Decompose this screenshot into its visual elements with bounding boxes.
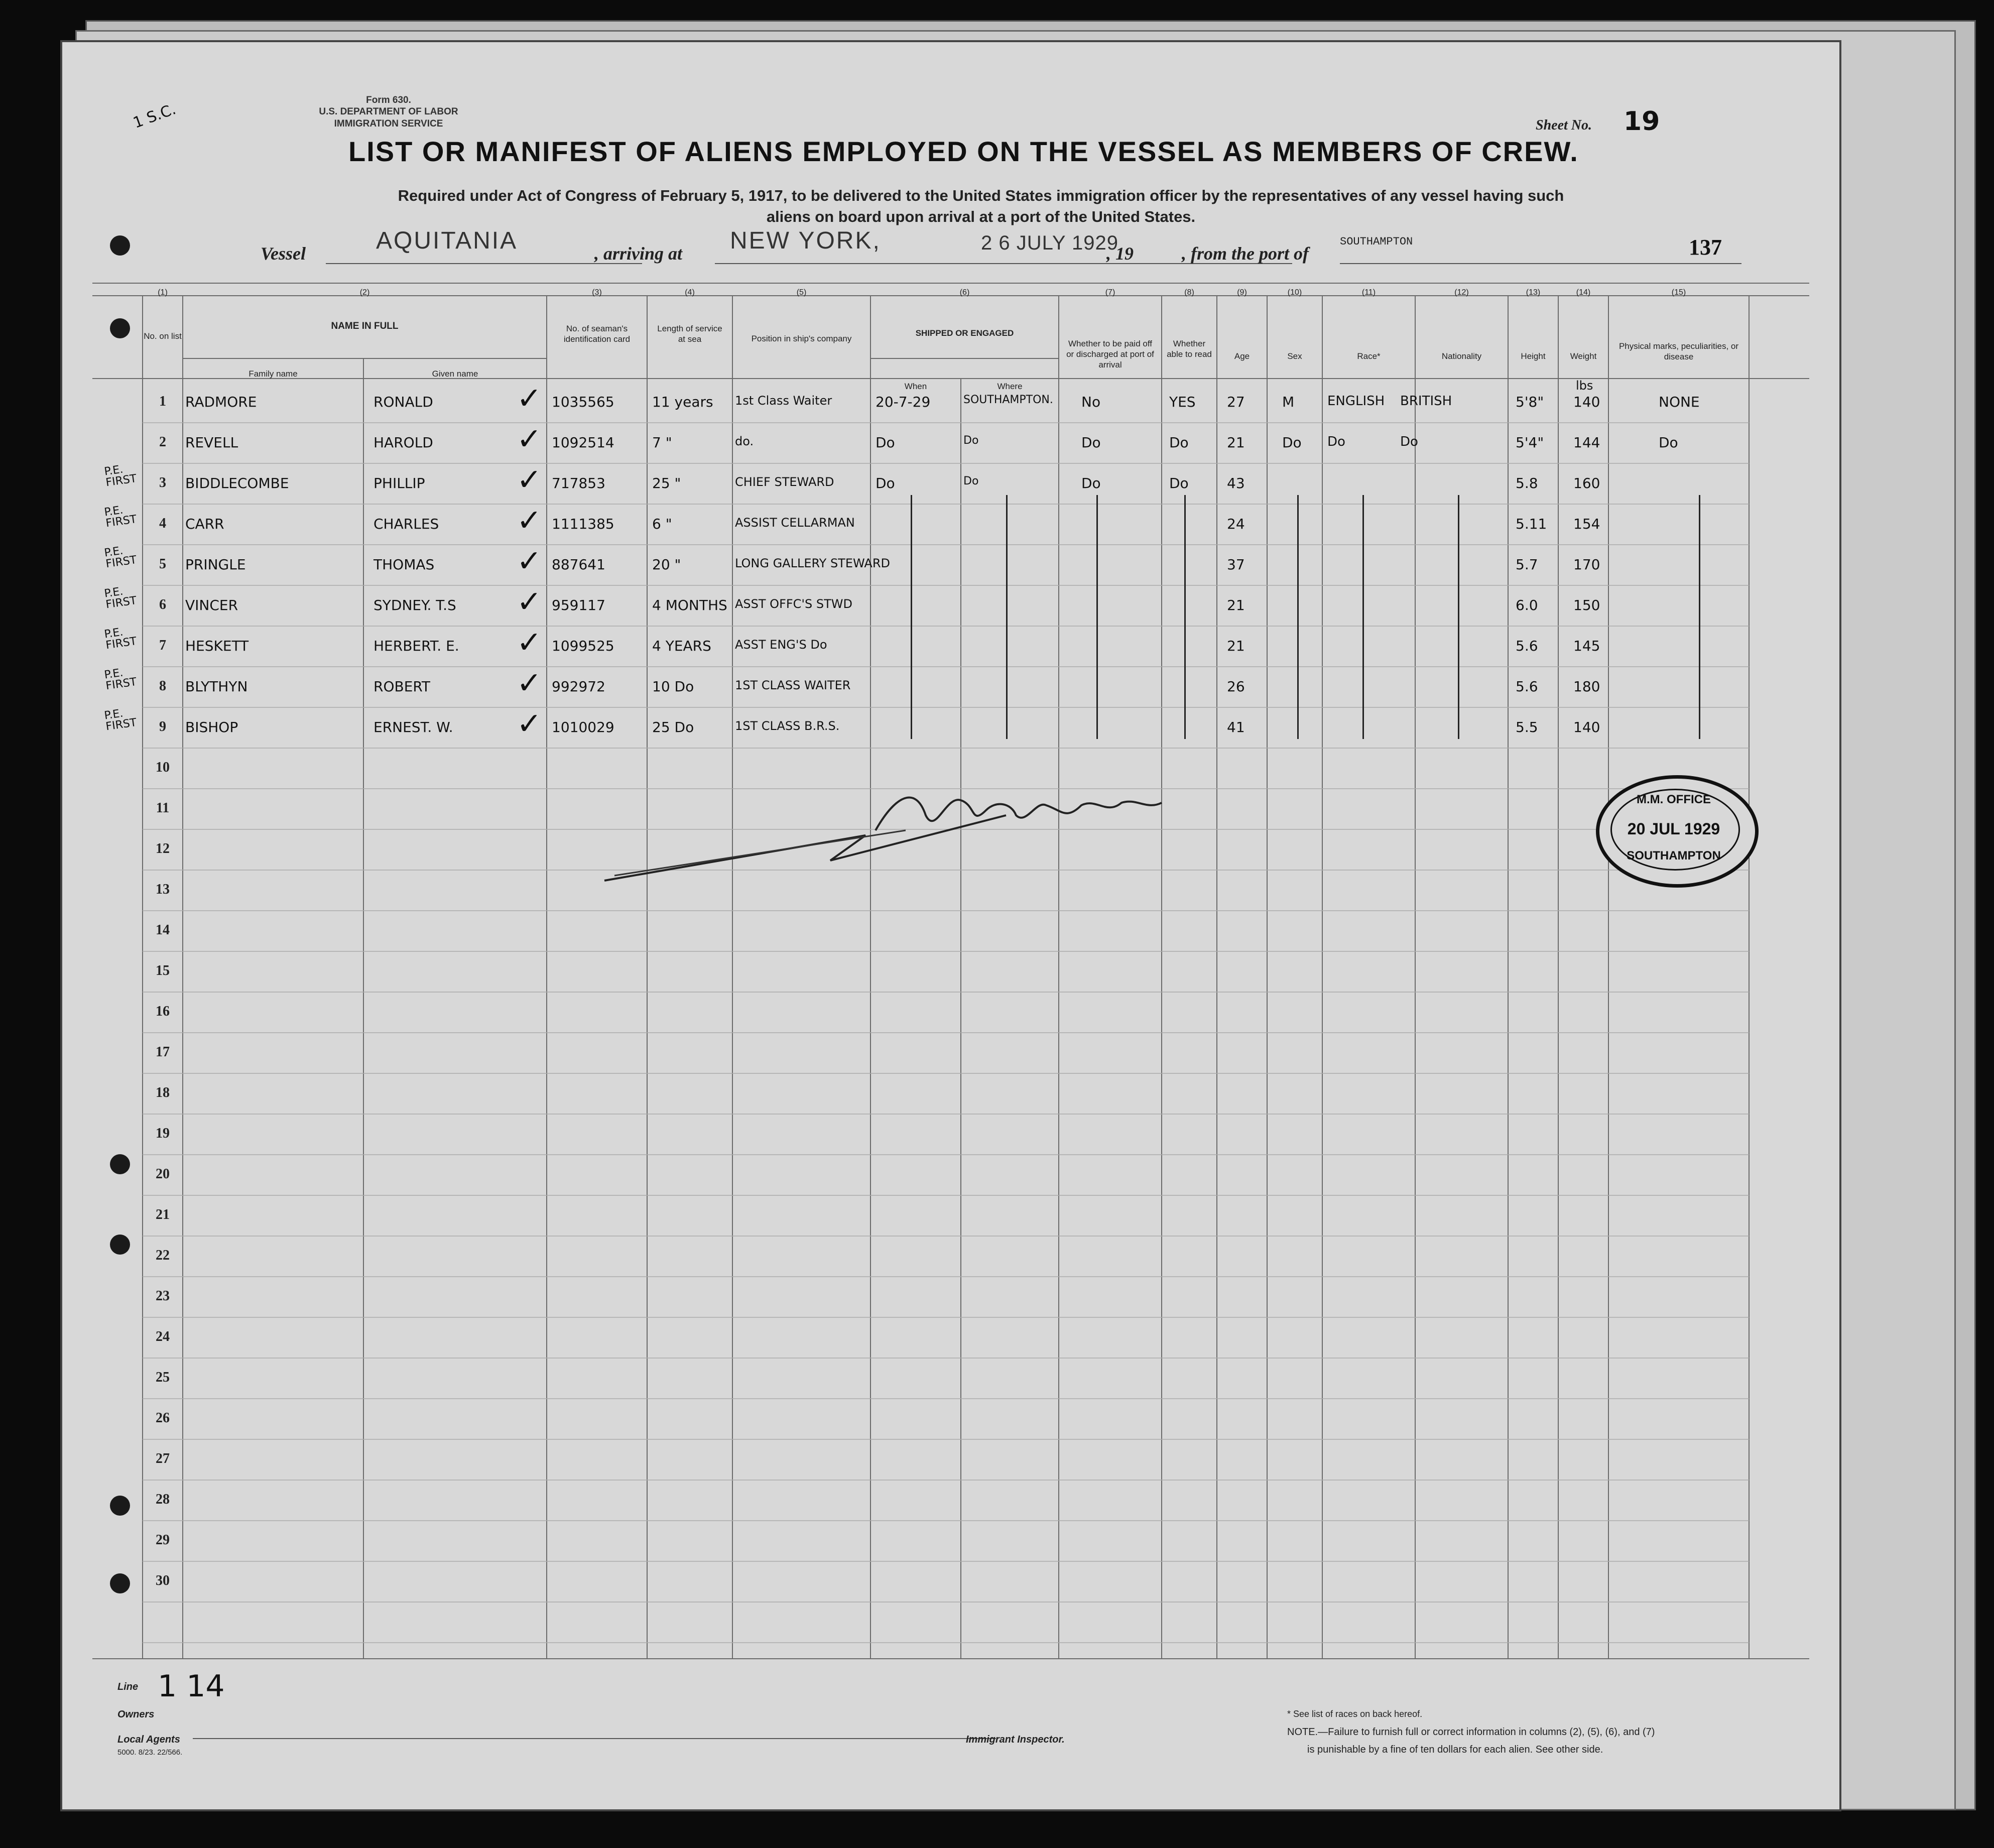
cell-service: 4 YEARS [652, 638, 711, 654]
col-14-header: Weight [1570, 351, 1597, 361]
cell-service: 6 " [652, 516, 672, 532]
when-header: When [904, 382, 927, 391]
cell-card: 1035565 [552, 394, 614, 410]
cell-read: Do [1169, 434, 1189, 451]
cell-service: 10 Do [652, 678, 694, 695]
footer-line-label: Line [117, 1681, 139, 1692]
cell-weight: 154 [1573, 516, 1600, 532]
col-6-header: SHIPPED OR ENGAGED [915, 328, 1014, 338]
cell-weight: 140 [1573, 394, 1600, 410]
page-title: LIST OR MANIFEST OF ALIENS EMPLOYED ON THE VESSEL AS MEMBERS OF CREW. [348, 136, 1579, 167]
cell-position: 1ST CLASS WAITER [735, 678, 851, 692]
col-15-header: Physical marks, peculiarities, or disease [1618, 341, 1739, 361]
cell-paid-off: No [1081, 394, 1101, 410]
sheet-no-label: Sheet No. [1536, 117, 1592, 133]
stamp-bottom-text: SOUTHAMPTON [1627, 849, 1721, 863]
ditto-line [1096, 495, 1098, 739]
row-number: 12 [156, 841, 170, 856]
cell-height: 5.5 [1516, 719, 1538, 735]
row-number: 4 [159, 516, 166, 531]
cell-where: Do [963, 434, 979, 447]
ditto-line [911, 495, 912, 739]
ditto-line [1362, 495, 1364, 739]
row-number: 6 [159, 597, 166, 612]
row-number: 15 [156, 963, 170, 978]
ditto-line [1006, 495, 1008, 739]
cell-weight: 144 [1573, 434, 1600, 451]
check-mark-icon: ✓ [517, 503, 542, 538]
col-4-number: (4) [685, 288, 695, 297]
check-mark-icon: ✓ [517, 544, 542, 579]
manifest-sheet [60, 40, 1841, 1811]
margin-annotation: P.E. FIRST [103, 544, 138, 571]
cell-given: HAROLD [373, 434, 433, 451]
row-number: 13 [156, 882, 170, 897]
col-3-header: No. of seaman's identification card [563, 324, 631, 344]
row-number: 30 [156, 1573, 170, 1588]
cell-read: Do [1169, 475, 1189, 491]
row-number: 11 [156, 800, 170, 816]
cell-position: ASSIST CELLARMAN [735, 516, 855, 530]
row-number: 5 [159, 556, 166, 572]
cell-card: 992972 [552, 678, 605, 695]
row-number: 23 [156, 1288, 170, 1304]
row-number: 24 [156, 1329, 170, 1344]
cell-position: ASST OFFC'S STWD [735, 597, 852, 611]
check-mark-icon: ✓ [517, 462, 542, 498]
cell-family: BISHOP [185, 719, 238, 735]
cell-card: 1099525 [552, 638, 614, 654]
inspector-signature [594, 755, 1227, 906]
row-number: 2 [159, 434, 166, 450]
cell-family: CARR [185, 516, 224, 532]
margin-annotation: P.E. FIRST [103, 626, 138, 652]
col-5-number: (5) [796, 288, 807, 297]
ditto-line [1297, 495, 1299, 739]
cell-weight: 170 [1573, 556, 1600, 573]
row-number: 1 [159, 394, 166, 409]
check-mark-icon: ✓ [517, 666, 542, 701]
stamp-date: 20 JUL 1929 [1627, 820, 1720, 838]
row-number: 9 [159, 719, 166, 734]
mm-office-stamp [1596, 775, 1759, 888]
cell-when: Do [876, 475, 895, 491]
check-mark-icon: ✓ [517, 706, 542, 742]
year-label: , 19 [1106, 243, 1134, 264]
col-2-number: (2) [359, 288, 370, 297]
vessel-name: AQUITANIA [376, 227, 518, 254]
cell-nationality: Do [1400, 434, 1418, 449]
sheet-no-value: 19 [1624, 106, 1660, 137]
col-13-number: (13) [1526, 288, 1541, 297]
cell-age: 26 [1227, 678, 1245, 695]
cell-given: ROBERT [373, 678, 430, 695]
cell-position: LONG GALLERY STEWARD [735, 556, 890, 570]
cell-age: 41 [1227, 719, 1245, 735]
row-number: 19 [156, 1126, 170, 1141]
col-1-header: No. on list [144, 331, 182, 341]
cell-weight: 145 [1573, 638, 1600, 654]
cell-race: ENGLISH [1327, 394, 1385, 409]
inspector-line [193, 1738, 996, 1739]
ditto-line [1699, 495, 1700, 739]
cell-given: THOMAS [373, 556, 435, 573]
row-number: 21 [156, 1207, 170, 1222]
cell-given: HERBERT. E. [373, 638, 459, 654]
check-mark-icon: ✓ [517, 584, 542, 620]
cell-card: 1092514 [552, 434, 614, 451]
weight-unit: lbs [1576, 379, 1593, 393]
cell-family: BIDDLECOMBE [185, 475, 289, 491]
col-8-number: (8) [1184, 288, 1194, 297]
row-number: 28 [156, 1492, 170, 1507]
cell-paid-off: Do [1081, 475, 1101, 491]
cell-given: ERNEST. W. [373, 719, 453, 735]
cell-paid-off: Do [1081, 434, 1101, 451]
cell-family: HESKETT [185, 638, 249, 654]
margin-annotation: P.E. FIRST [103, 463, 138, 489]
margin-annotation: P.E. FIRST [103, 666, 138, 693]
row-number: 29 [156, 1532, 170, 1548]
cell-sex: M [1282, 394, 1295, 410]
cell-service: 4 MONTHS [652, 597, 727, 613]
cell-age: 21 [1227, 434, 1245, 451]
check-mark-icon: ✓ [517, 381, 542, 416]
cell-family: VINCER [185, 597, 238, 613]
cell-marks: NONE [1659, 394, 1700, 410]
col-8-header: Whether able to read [1167, 339, 1212, 359]
footer-local-agents-label: Local Agents [117, 1734, 180, 1745]
cell-service: 7 " [652, 434, 672, 451]
page-number: 137 [1689, 235, 1722, 260]
races-note: * See list of races on back hereof. [1287, 1709, 1423, 1719]
form-number: Form 630. [366, 95, 411, 105]
arriving-port: NEW YORK, [730, 227, 881, 254]
cell-card: 887641 [552, 556, 605, 573]
col-6-number: (6) [959, 288, 970, 297]
requirement-line-2: aliens on board upon arrival at a port of the United States. [766, 208, 1196, 225]
cell-card: 959117 [552, 597, 605, 613]
col-10-header: Sex [1287, 351, 1302, 361]
col-4-header: Length of service at sea [657, 324, 722, 344]
cell-weight: 160 [1573, 475, 1600, 491]
cell-sex: Do [1282, 434, 1302, 451]
row-number: 10 [156, 760, 170, 775]
where-header: Where [997, 382, 1023, 391]
table-grid [62, 42, 1839, 1809]
requirement-line-1: Required under Act of Congress of February 5, 1917, to be delivered to the United States immigration officer by the representatives of any vessel having such [398, 187, 1564, 204]
cell-card: 717853 [552, 475, 605, 491]
footer-margin-mark: 1 14 [158, 1669, 225, 1704]
footer-print-code: 5000. 8/23. 22/566. [117, 1748, 183, 1757]
col-11-header: Race* [1357, 351, 1381, 361]
ditto-line [1458, 495, 1459, 739]
cell-when: 20-7-29 [876, 394, 931, 410]
cell-age: 21 [1227, 638, 1245, 654]
service-label: IMMIGRATION SERVICE [334, 118, 443, 129]
cell-nationality: BRITISH [1400, 394, 1452, 409]
row-number: 27 [156, 1451, 170, 1466]
cell-read: YES [1169, 394, 1196, 410]
cell-family: BLYTHYN [185, 678, 248, 695]
cell-card: 1111385 [552, 516, 614, 532]
cell-age: 21 [1227, 597, 1245, 613]
footer-owners-label: Owners [117, 1709, 155, 1720]
cell-age: 43 [1227, 475, 1245, 491]
margin-annotation: P.E. FIRST [103, 707, 138, 733]
col-13-header: Height [1521, 351, 1546, 361]
cell-family: REVELL [185, 434, 238, 451]
vessel-label: Vessel [261, 243, 306, 264]
ditto-line [1184, 495, 1186, 739]
cell-card: 1010029 [552, 719, 614, 735]
cell-height: 5.8 [1516, 475, 1538, 491]
family-name-header: Family name [248, 369, 298, 379]
cell-weight: 150 [1573, 597, 1600, 613]
cell-weight: 140 [1573, 719, 1600, 735]
cell-height: 5.11 [1516, 516, 1547, 532]
cell-age: 27 [1227, 394, 1245, 410]
cell-height: 6.0 [1516, 597, 1538, 613]
department-label: U.S. DEPARTMENT OF LABOR [319, 106, 458, 117]
cell-service: 20 " [652, 556, 681, 573]
cell-age: 24 [1227, 516, 1245, 532]
cell-where: Do [963, 475, 979, 487]
cell-position: ASST ENG'S Do [735, 638, 827, 652]
arriving-label: , arriving at [594, 243, 683, 264]
row-number: 18 [156, 1085, 170, 1100]
margin-annotation: P.E. FIRST [103, 504, 138, 530]
cell-height: 5.6 [1516, 678, 1538, 695]
arrival-date: 2 6 JULY 1929 [981, 232, 1118, 254]
row-number: 3 [159, 475, 166, 490]
stamp-top-text: M.M. OFFICE [1637, 793, 1711, 806]
col-9-number: (9) [1237, 288, 1247, 297]
col-5-header: Position in ship's company [751, 334, 852, 343]
col-10-number: (10) [1287, 288, 1302, 297]
col-15-number: (15) [1671, 288, 1686, 297]
col-12-header: Nationality [1441, 351, 1482, 361]
cell-height: 5.7 [1516, 556, 1538, 573]
col-14-number: (14) [1576, 288, 1591, 297]
immigrant-inspector-label: Immigrant Inspector. [966, 1734, 1065, 1745]
row-number: 14 [156, 922, 170, 938]
cell-height: 5'8" [1516, 394, 1544, 410]
row-number: 22 [156, 1248, 170, 1263]
cell-age: 37 [1227, 556, 1245, 573]
cell-marks: Do [1659, 434, 1678, 451]
cell-given: PHILLIP [373, 475, 425, 491]
row-number: 25 [156, 1370, 170, 1385]
cell-family: PRINGLE [185, 556, 246, 573]
cell-where: SOUTHAMPTON. [963, 394, 1053, 406]
col-11-number: (11) [1361, 288, 1376, 297]
row-number: 17 [156, 1044, 170, 1060]
cell-given: CHARLES [373, 516, 439, 532]
col-7-number: (7) [1105, 288, 1115, 297]
check-mark-icon: ✓ [517, 422, 542, 457]
cell-position: 1st Class Waiter [735, 394, 832, 408]
col-3-number: (3) [592, 288, 602, 297]
penalty-note-1: NOTE.—Failure to furnish full or correct information in columns (2), (5), (6), and (7) [1287, 1727, 1655, 1738]
col-12-number: (12) [1454, 288, 1469, 297]
cell-when: Do [876, 434, 895, 451]
margin-annotation: P.E. FIRST [103, 585, 138, 611]
cell-family: RADMORE [185, 394, 257, 410]
cell-position: do. [735, 434, 754, 448]
cell-position: 1ST CLASS B.R.S. [735, 719, 840, 733]
corner-note: 1 S.C. [131, 100, 179, 132]
row-number: 26 [156, 1410, 170, 1426]
col-9-header: Age [1234, 351, 1250, 361]
from-port-label: , from the port of [1182, 243, 1309, 264]
penalty-note-2: is punishable by a fine of ten dollars for each alien. See other side. [1307, 1744, 1603, 1755]
cell-service: 11 years [652, 394, 713, 410]
col-2-header: NAME IN FULL [331, 321, 399, 331]
cell-height: 5'4" [1516, 434, 1544, 451]
col-1-number: (1) [158, 288, 168, 297]
cell-race: Do [1327, 434, 1345, 449]
check-mark-icon: ✓ [517, 625, 542, 660]
row-number: 8 [159, 678, 166, 694]
cell-height: 5.6 [1516, 638, 1538, 654]
cell-given: SYDNEY. T.S [373, 597, 456, 613]
row-number: 20 [156, 1166, 170, 1182]
cell-given: RONALD [373, 394, 433, 410]
cell-service: 25 " [652, 475, 681, 491]
cell-weight: 180 [1573, 678, 1600, 695]
col-7-header: Whether to be paid off or discharged at port of arrival [1066, 339, 1154, 369]
given-name-header: Given name [432, 369, 478, 379]
from-port: SOUTHAMPTON [1340, 235, 1413, 248]
row-number: 16 [156, 1004, 170, 1019]
cell-service: 25 Do [652, 719, 694, 735]
cell-position: CHIEF STEWARD [735, 475, 834, 489]
row-number: 7 [159, 638, 166, 653]
